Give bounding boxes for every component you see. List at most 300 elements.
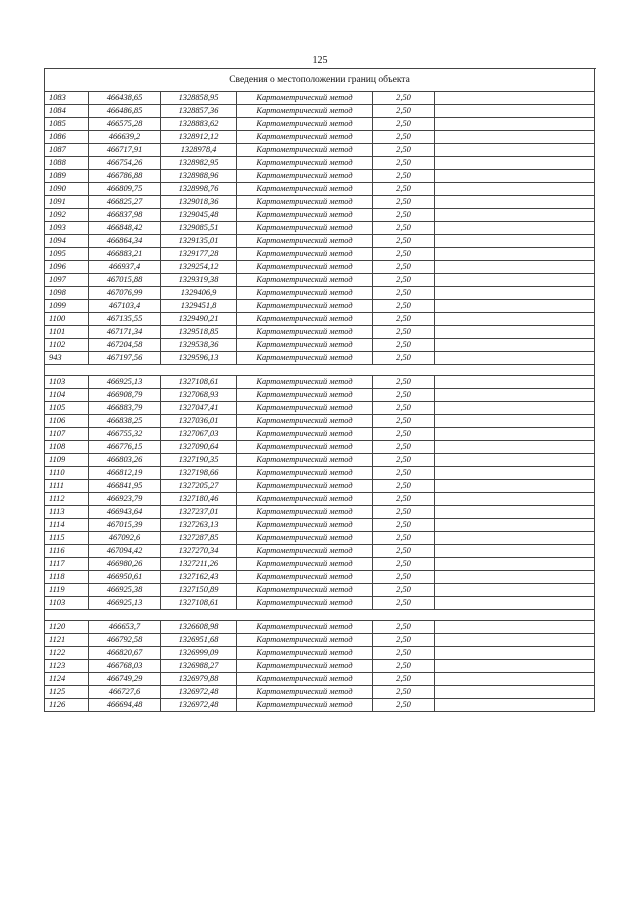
table-row	[45, 686, 595, 699]
precision-cell: 2,50	[373, 454, 435, 467]
table-title-row	[45, 69, 595, 92]
x-coordinate-cell: 466848,42	[89, 222, 161, 235]
y-coordinate-cell: 1329254,12	[161, 261, 237, 274]
y-coordinate-cell: 1329518,85	[161, 326, 237, 339]
precision-cell: 2,50	[373, 621, 435, 634]
method-cell: Картометрический метод	[237, 506, 373, 519]
blank-cell	[435, 248, 595, 261]
precision-cell: 2,50	[373, 170, 435, 183]
point-number-cell: 1100	[45, 313, 89, 326]
table-row	[45, 454, 595, 467]
y-coordinate-cell: 1327198,66	[161, 467, 237, 480]
x-coordinate-cell: 466925,13	[89, 376, 161, 389]
x-coordinate-cell: 467103,4	[89, 300, 161, 313]
precision-cell: 2,50	[373, 196, 435, 209]
blank-cell	[435, 389, 595, 402]
x-coordinate-cell: 466786,88	[89, 170, 161, 183]
blank-cell	[435, 300, 595, 313]
method-cell: Картометрический метод	[237, 376, 373, 389]
point-number-cell: 1112	[45, 493, 89, 506]
blank-cell	[435, 660, 595, 673]
precision-cell: 2,50	[373, 248, 435, 261]
y-coordinate-cell: 1327190,35	[161, 454, 237, 467]
precision-cell: 2,50	[373, 480, 435, 493]
y-coordinate-cell: 1328982,95	[161, 157, 237, 170]
y-coordinate-cell: 1329490,21	[161, 313, 237, 326]
precision-cell: 2,50	[373, 352, 435, 365]
blank-cell	[435, 402, 595, 415]
y-coordinate-cell: 1327108,61	[161, 597, 237, 610]
precision-cell: 2,50	[373, 235, 435, 248]
method-cell: Картометрический метод	[237, 597, 373, 610]
blank-cell	[435, 144, 595, 157]
x-coordinate-cell: 466908,79	[89, 389, 161, 402]
table-row	[45, 493, 595, 506]
blank-cell	[435, 313, 595, 326]
method-cell: Картометрический метод	[237, 493, 373, 506]
x-coordinate-cell: 466717,91	[89, 144, 161, 157]
blank-cell	[435, 170, 595, 183]
blank-cell	[435, 558, 595, 571]
x-coordinate-cell: 466838,25	[89, 415, 161, 428]
point-number-cell: 1096	[45, 261, 89, 274]
point-number-cell: 1083	[45, 92, 89, 105]
blank-cell	[435, 183, 595, 196]
method-cell: Картометрический метод	[237, 441, 373, 454]
method-cell: Картометрический метод	[237, 274, 373, 287]
method-cell: Картометрический метод	[237, 558, 373, 571]
x-coordinate-cell: 466883,21	[89, 248, 161, 261]
blank-cell	[435, 209, 595, 222]
precision-cell: 2,50	[373, 222, 435, 235]
precision-cell: 2,50	[373, 699, 435, 712]
point-number-cell: 1121	[45, 634, 89, 647]
precision-cell: 2,50	[373, 558, 435, 571]
y-coordinate-cell: 1327180,46	[161, 493, 237, 506]
x-coordinate-cell: 466755,32	[89, 428, 161, 441]
point-number-cell: 1087	[45, 144, 89, 157]
method-cell: Картометрический метод	[237, 647, 373, 660]
y-coordinate-cell: 1327036,01	[161, 415, 237, 428]
point-number-cell: 1109	[45, 454, 89, 467]
blank-cell	[435, 274, 595, 287]
point-number-cell: 1110	[45, 467, 89, 480]
method-cell: Картометрический метод	[237, 634, 373, 647]
table-row	[45, 339, 595, 352]
blank-cell	[435, 545, 595, 558]
point-number-cell: 1097	[45, 274, 89, 287]
group-separator	[45, 365, 595, 376]
blank-cell	[435, 261, 595, 274]
blank-cell	[435, 287, 595, 300]
x-coordinate-cell: 466749,29	[89, 673, 161, 686]
blank-cell	[435, 376, 595, 389]
table-row	[45, 402, 595, 415]
point-number-cell: 1094	[45, 235, 89, 248]
method-cell: Картометрический метод	[237, 480, 373, 493]
y-coordinate-cell: 1327090,64	[161, 441, 237, 454]
table-row	[45, 222, 595, 235]
blank-cell	[435, 235, 595, 248]
x-coordinate-cell: 466694,48	[89, 699, 161, 712]
method-cell: Картометрический метод	[237, 352, 373, 365]
precision-cell: 2,50	[373, 105, 435, 118]
precision-cell: 2,50	[373, 261, 435, 274]
table-row	[45, 699, 595, 712]
point-number-cell: 1103	[45, 597, 89, 610]
y-coordinate-cell: 1328883,62	[161, 118, 237, 131]
precision-cell: 2,50	[373, 634, 435, 647]
method-cell: Картометрический метод	[237, 131, 373, 144]
method-cell: Картометрический метод	[237, 105, 373, 118]
precision-cell: 2,50	[373, 673, 435, 686]
x-coordinate-cell: 466754,26	[89, 157, 161, 170]
blank-cell	[435, 352, 595, 365]
y-coordinate-cell: 1327270,34	[161, 545, 237, 558]
precision-cell: 2,50	[373, 313, 435, 326]
point-number-cell: 1105	[45, 402, 89, 415]
point-number-cell: 1102	[45, 339, 89, 352]
table-row	[45, 389, 595, 402]
point-number-cell: 1093	[45, 222, 89, 235]
table-row	[45, 157, 595, 170]
blank-cell	[435, 339, 595, 352]
x-coordinate-cell: 466883,79	[89, 402, 161, 415]
precision-cell: 2,50	[373, 300, 435, 313]
point-number-cell: 1111	[45, 480, 89, 493]
table-row	[45, 506, 595, 519]
blank-cell	[435, 699, 595, 712]
y-coordinate-cell: 1326999,09	[161, 647, 237, 660]
blank-cell	[435, 673, 595, 686]
x-coordinate-cell: 466575,28	[89, 118, 161, 131]
x-coordinate-cell: 466486,85	[89, 105, 161, 118]
blank-cell	[435, 621, 595, 634]
precision-cell: 2,50	[373, 92, 435, 105]
method-cell: Картометрический метод	[237, 235, 373, 248]
method-cell: Картометрический метод	[237, 209, 373, 222]
y-coordinate-cell: 1326972,48	[161, 686, 237, 699]
precision-cell: 2,50	[373, 131, 435, 144]
precision-cell: 2,50	[373, 647, 435, 660]
x-coordinate-cell: 466820,67	[89, 647, 161, 660]
blank-cell	[435, 480, 595, 493]
y-coordinate-cell: 1328978,4	[161, 144, 237, 157]
precision-cell: 2,50	[373, 532, 435, 545]
x-coordinate-cell: 467197,56	[89, 352, 161, 365]
y-coordinate-cell: 1329085,51	[161, 222, 237, 235]
point-number-cell: 1113	[45, 506, 89, 519]
table-row	[45, 621, 595, 634]
table-row	[45, 313, 595, 326]
precision-cell: 2,50	[373, 274, 435, 287]
page-number: 125	[312, 55, 328, 66]
method-cell: Картометрический метод	[237, 454, 373, 467]
method-cell: Картометрический метод	[237, 673, 373, 686]
method-cell: Картометрический метод	[237, 339, 373, 352]
y-coordinate-cell: 1329135,01	[161, 235, 237, 248]
y-coordinate-cell: 1327237,01	[161, 506, 237, 519]
point-number-cell: 1101	[45, 326, 89, 339]
blank-cell	[435, 519, 595, 532]
y-coordinate-cell: 1328988,96	[161, 170, 237, 183]
separator-cell	[45, 610, 595, 621]
table-row	[45, 467, 595, 480]
table-row	[45, 235, 595, 248]
blank-cell	[435, 532, 595, 545]
group-separator	[45, 610, 595, 621]
blank-cell	[435, 131, 595, 144]
method-cell: Картометрический метод	[237, 326, 373, 339]
boundary-coordinates-table	[44, 68, 595, 712]
method-cell: Картометрический метод	[237, 519, 373, 532]
method-cell: Картометрический метод	[237, 532, 373, 545]
precision-cell: 2,50	[373, 493, 435, 506]
y-coordinate-cell: 1327150,89	[161, 584, 237, 597]
y-coordinate-cell: 1326951,68	[161, 634, 237, 647]
x-coordinate-cell: 466980,26	[89, 558, 161, 571]
x-coordinate-cell: 466925,38	[89, 584, 161, 597]
blank-cell	[435, 196, 595, 209]
table-row	[45, 274, 595, 287]
point-number-cell: 1086	[45, 131, 89, 144]
table-row	[45, 597, 595, 610]
point-number-cell: 1116	[45, 545, 89, 558]
x-coordinate-cell: 467092,6	[89, 532, 161, 545]
x-coordinate-cell: 466837,98	[89, 209, 161, 222]
x-coordinate-cell: 466639,2	[89, 131, 161, 144]
method-cell: Картометрический метод	[237, 699, 373, 712]
point-number-cell: 1120	[45, 621, 89, 634]
table-row	[45, 673, 595, 686]
precision-cell: 2,50	[373, 415, 435, 428]
point-number-cell: 1088	[45, 157, 89, 170]
blank-cell	[435, 157, 595, 170]
table-row	[45, 519, 595, 532]
x-coordinate-cell: 466438,65	[89, 92, 161, 105]
x-coordinate-cell: 467204,58	[89, 339, 161, 352]
method-cell: Картометрический метод	[237, 571, 373, 584]
blank-cell	[435, 415, 595, 428]
x-coordinate-cell: 467094,42	[89, 545, 161, 558]
x-coordinate-cell: 466841,95	[89, 480, 161, 493]
precision-cell: 2,50	[373, 209, 435, 222]
method-cell: Картометрический метод	[237, 248, 373, 261]
y-coordinate-cell: 1329177,28	[161, 248, 237, 261]
point-number-cell: 1099	[45, 300, 89, 313]
point-number-cell: 1126	[45, 699, 89, 712]
y-coordinate-cell: 1328912,12	[161, 131, 237, 144]
y-coordinate-cell: 1327108,61	[161, 376, 237, 389]
table-row	[45, 92, 595, 105]
blank-cell	[435, 454, 595, 467]
table-row	[45, 196, 595, 209]
point-number-cell: 1118	[45, 571, 89, 584]
point-number-cell: 1117	[45, 558, 89, 571]
method-cell: Картометрический метод	[237, 389, 373, 402]
table-row	[45, 248, 595, 261]
point-number-cell: 1090	[45, 183, 89, 196]
precision-cell: 2,50	[373, 326, 435, 339]
y-coordinate-cell: 1328858,95	[161, 92, 237, 105]
blank-cell	[435, 634, 595, 647]
y-coordinate-cell: 1326972,48	[161, 699, 237, 712]
x-coordinate-cell: 466809,75	[89, 183, 161, 196]
x-coordinate-cell: 466776,15	[89, 441, 161, 454]
method-cell: Картометрический метод	[237, 183, 373, 196]
blank-cell	[435, 118, 595, 131]
table-row	[45, 571, 595, 584]
method-cell: Картометрический метод	[237, 118, 373, 131]
point-number-cell: 1119	[45, 584, 89, 597]
blank-cell	[435, 597, 595, 610]
point-number-cell: 1123	[45, 660, 89, 673]
blank-cell	[435, 467, 595, 480]
point-number-cell: 1107	[45, 428, 89, 441]
point-number-cell: 943	[45, 352, 89, 365]
table-row	[45, 326, 595, 339]
y-coordinate-cell: 1327162,43	[161, 571, 237, 584]
precision-cell: 2,50	[373, 571, 435, 584]
x-coordinate-cell: 466768,03	[89, 660, 161, 673]
separator-cell	[45, 365, 595, 376]
blank-cell	[435, 571, 595, 584]
x-coordinate-cell: 466727,6	[89, 686, 161, 699]
table-row	[45, 170, 595, 183]
y-coordinate-cell: 1327211,26	[161, 558, 237, 571]
point-number-cell: 1115	[45, 532, 89, 545]
blank-cell	[435, 441, 595, 454]
y-coordinate-cell: 1329596,13	[161, 352, 237, 365]
blank-cell	[435, 105, 595, 118]
x-coordinate-cell: 466937,4	[89, 261, 161, 274]
point-number-cell: 1125	[45, 686, 89, 699]
y-coordinate-cell: 1329045,48	[161, 209, 237, 222]
table-row	[45, 660, 595, 673]
method-cell: Картометрический метод	[237, 428, 373, 441]
point-number-cell: 1085	[45, 118, 89, 131]
y-coordinate-cell: 1328857,36	[161, 105, 237, 118]
table-row	[45, 415, 595, 428]
table-row	[45, 118, 595, 131]
x-coordinate-cell: 466950,61	[89, 571, 161, 584]
table-row	[45, 105, 595, 118]
method-cell: Картометрический метод	[237, 300, 373, 313]
table-row	[45, 532, 595, 545]
method-cell: Картометрический метод	[237, 170, 373, 183]
precision-cell: 2,50	[373, 597, 435, 610]
y-coordinate-cell: 1328998,76	[161, 183, 237, 196]
blank-cell	[435, 647, 595, 660]
point-number-cell: 1092	[45, 209, 89, 222]
x-coordinate-cell: 467076,99	[89, 287, 161, 300]
method-cell: Картометрический метод	[237, 402, 373, 415]
x-coordinate-cell: 466925,13	[89, 597, 161, 610]
method-cell: Картометрический метод	[237, 196, 373, 209]
method-cell: Картометрический метод	[237, 92, 373, 105]
point-number-cell: 1114	[45, 519, 89, 532]
precision-cell: 2,50	[373, 545, 435, 558]
method-cell: Картометрический метод	[237, 287, 373, 300]
method-cell: Картометрический метод	[237, 621, 373, 634]
point-number-cell: 1095	[45, 248, 89, 261]
x-coordinate-cell: 466812,19	[89, 467, 161, 480]
table-row	[45, 209, 595, 222]
x-coordinate-cell: 466825,27	[89, 196, 161, 209]
method-cell: Картометрический метод	[237, 545, 373, 558]
table-row	[45, 183, 595, 196]
blank-cell	[435, 584, 595, 597]
y-coordinate-cell: 1329018,36	[161, 196, 237, 209]
method-cell: Картометрический метод	[237, 157, 373, 170]
method-cell: Картометрический метод	[237, 144, 373, 157]
x-coordinate-cell: 467015,39	[89, 519, 161, 532]
table-row	[45, 287, 595, 300]
precision-cell: 2,50	[373, 376, 435, 389]
table-title: Сведения о местоположении границ объекта	[45, 69, 595, 92]
precision-cell: 2,50	[373, 584, 435, 597]
table-row	[45, 352, 595, 365]
table-row	[45, 647, 595, 660]
precision-cell: 2,50	[373, 506, 435, 519]
point-number-cell: 1108	[45, 441, 89, 454]
blank-cell	[435, 326, 595, 339]
blank-cell	[435, 686, 595, 699]
x-coordinate-cell: 467171,34	[89, 326, 161, 339]
y-coordinate-cell: 1329406,9	[161, 287, 237, 300]
point-number-cell: 1124	[45, 673, 89, 686]
y-coordinate-cell: 1327263,13	[161, 519, 237, 532]
precision-cell: 2,50	[373, 402, 435, 415]
y-coordinate-cell: 1327205,27	[161, 480, 237, 493]
blank-cell	[435, 92, 595, 105]
y-coordinate-cell: 1327287,85	[161, 532, 237, 545]
y-coordinate-cell: 1327068,93	[161, 389, 237, 402]
precision-cell: 2,50	[373, 519, 435, 532]
x-coordinate-cell: 466943,64	[89, 506, 161, 519]
x-coordinate-cell: 466803,26	[89, 454, 161, 467]
table-row	[45, 376, 595, 389]
point-number-cell: 1106	[45, 415, 89, 428]
y-coordinate-cell: 1326988,27	[161, 660, 237, 673]
y-coordinate-cell: 1329451,8	[161, 300, 237, 313]
table-row	[45, 300, 595, 313]
precision-cell: 2,50	[373, 183, 435, 196]
y-coordinate-cell: 1326608,98	[161, 621, 237, 634]
method-cell: Картометрический метод	[237, 584, 373, 597]
precision-cell: 2,50	[373, 157, 435, 170]
point-number-cell: 1091	[45, 196, 89, 209]
precision-cell: 2,50	[373, 144, 435, 157]
point-number-cell: 1089	[45, 170, 89, 183]
method-cell: Картометрический метод	[237, 660, 373, 673]
table-row	[45, 144, 595, 157]
precision-cell: 2,50	[373, 287, 435, 300]
table-row	[45, 545, 595, 558]
blank-cell	[435, 493, 595, 506]
x-coordinate-cell: 466923,79	[89, 493, 161, 506]
method-cell: Картометрический метод	[237, 415, 373, 428]
method-cell: Картометрический метод	[237, 222, 373, 235]
precision-cell: 2,50	[373, 339, 435, 352]
table-row	[45, 261, 595, 274]
y-coordinate-cell: 1326979,88	[161, 673, 237, 686]
point-number-cell: 1104	[45, 389, 89, 402]
table-row	[45, 480, 595, 493]
y-coordinate-cell: 1329319,38	[161, 274, 237, 287]
table-row	[45, 428, 595, 441]
method-cell: Картометрический метод	[237, 467, 373, 480]
